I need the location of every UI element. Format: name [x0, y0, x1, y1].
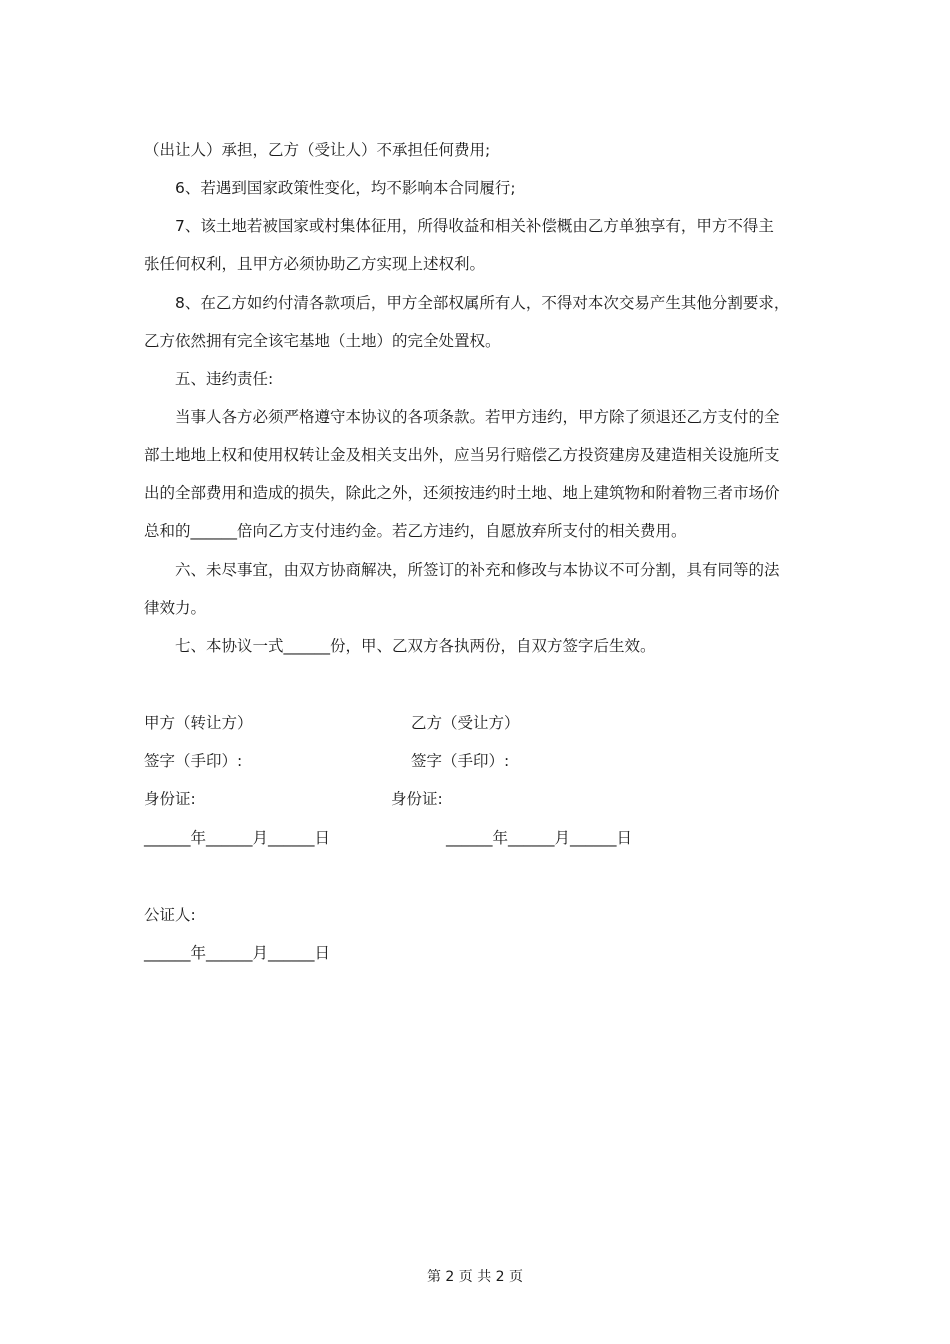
section-heading: 五、违约责任: — [175, 370, 274, 388]
party-a-date: ______年______月______日 — [144, 829, 331, 847]
party-b-date: ______年______月______日 — [446, 829, 633, 847]
paragraph-line: 六、未尽事宜，由双方协商解决，所签订的补充和修改与本协议不可分割，具有同等的法 — [175, 561, 780, 579]
paragraph-line: 张任何权利，且甲方必须协助乙方实现上述权利。 — [144, 255, 486, 273]
paragraph-line: 乙方依然拥有完全该宅基地（土地）的完全处置权。 — [144, 332, 501, 350]
party-b-signature-label: 签字（手印）: — [411, 752, 510, 770]
notary-label: 公证人: — [144, 906, 196, 924]
party-a-id-label: 身份证: — [144, 790, 196, 808]
page-footer: 第 2 页 共 2 页 — [426, 1269, 524, 1285]
party-a-label: 甲方（转让方） — [144, 714, 253, 732]
paragraph-line: 出的全部费用和造成的损失，除此之外，还须按违约时土地、地上建筑物和附着物三者市场价 — [144, 484, 780, 502]
party-b-id-label: 身份证: — [391, 790, 443, 808]
paragraph-line: 七、本协议一式______份，甲、乙双方各执两份，自双方签字后生效。 — [175, 637, 656, 655]
paragraph-line: 总和的______倍向乙方支付违约金。若乙方违约，自愿放弃所支付的相关费用。 — [144, 522, 687, 540]
notary-date: ______年______月______日 — [144, 944, 331, 962]
paragraph-line: 律效力。 — [144, 599, 207, 617]
paragraph-line: 8、在乙方如约付清各款项后，甲方全部权属所有人，不得对本次交易产生其他分割要求， — [175, 294, 790, 312]
paragraph-line: 6、若遇到国家政策性变化，均不影响本合同履行; — [175, 179, 516, 197]
party-a-signature-label: 签字（手印）: — [144, 752, 243, 770]
paragraph-line: 部土地地上权和使用权转让金及相关支出外，应当另行赔偿乙方投资建房及建造相关设施所支 — [144, 446, 780, 464]
paragraph-line: （出让人）承担，乙方（受让人）不承担任何费用; — [144, 141, 491, 159]
party-b-label: 乙方（受让方） — [411, 714, 520, 732]
paragraph-line: 7、该土地若被国家或村集体征用，所得收益和相关补偿概由乙方单独享有，甲方不得主 — [175, 217, 774, 235]
paragraph-line: 当事人各方必须严格遵守本协议的各项条款。若甲方违约，甲方除了须退还乙方支付的全 — [175, 408, 780, 426]
